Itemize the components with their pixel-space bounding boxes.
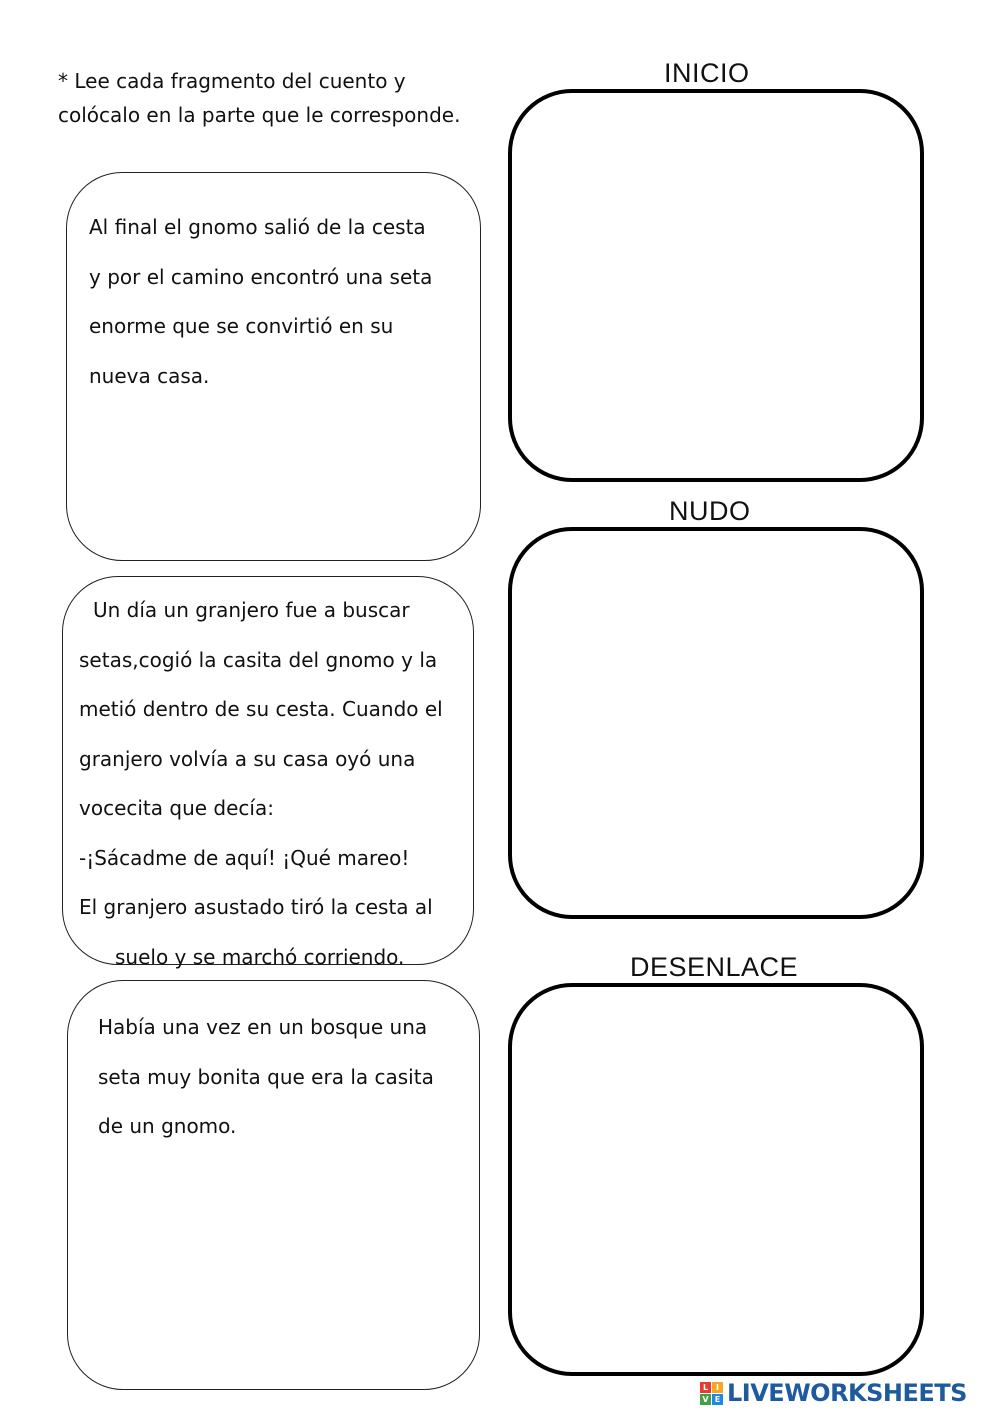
instructions-line-2: colócalo en la parte que le corresponde.: [58, 103, 461, 127]
desenlace-label: DESENLACE: [630, 952, 799, 982]
live-icon-letter: E: [712, 1394, 723, 1405]
fragment-line: suelo y se marchó corriendo.: [115, 944, 405, 969]
fragment-line: El granjero asustado tiró la cesta al: [79, 895, 433, 919]
fragment-line: seta muy bonita que era la casita: [98, 1064, 434, 1089]
live-icon-letter: V: [700, 1394, 711, 1405]
brand-name: LIVEWORKSHEETS: [727, 1379, 967, 1407]
desenlace-drop-zone[interactable]: [508, 983, 924, 1376]
inicio-label: INICIO: [664, 58, 750, 88]
live-icon: [700, 1382, 723, 1405]
fragment-line: enorme que se convirtió en su: [89, 314, 394, 338]
story-fragment-inicio-text[interactable]: [67, 980, 480, 1390]
fragment-line: granjero volvía a su casa oyó una: [79, 746, 416, 771]
story-fragment-desenlace-text[interactable]: [66, 172, 481, 561]
fragment-line: -¡Sácadme de aquí! ¡Qué mareo!: [79, 845, 410, 870]
fragment-line: setas,cogió la casita del gnomo y la: [79, 647, 438, 672]
fragment-line: y por el camino encontró una seta: [89, 264, 433, 289]
liveworksheets-logo: [700, 1378, 967, 1408]
instructions-line-1: * Lee cada fragmento del cuento y: [58, 69, 406, 93]
fragment-line: metió dentro de su cesta. Cuando el: [79, 697, 443, 721]
nudo-label: NUDO: [669, 496, 751, 526]
nudo-drop-zone[interactable]: [508, 527, 924, 919]
live-icon-letter: L: [700, 1382, 711, 1393]
story-fragment-nudo-text[interactable]: [62, 576, 474, 969]
fragment-line: Había una vez en un bosque una: [98, 1015, 428, 1039]
fragment-line: vocecita que decía:: [79, 796, 274, 820]
inicio-drop-zone[interactable]: [508, 89, 924, 482]
live-icon-letter: I: [712, 1382, 723, 1393]
fragment-line: Al final el gnomo salió de la cesta: [89, 215, 426, 239]
instructions: [58, 64, 508, 132]
fragment-line: de un gnomo.: [98, 1114, 237, 1138]
fragment-line: nueva casa.: [89, 363, 210, 388]
fragment-line: Un día un granjero fue a buscar: [93, 598, 410, 622]
